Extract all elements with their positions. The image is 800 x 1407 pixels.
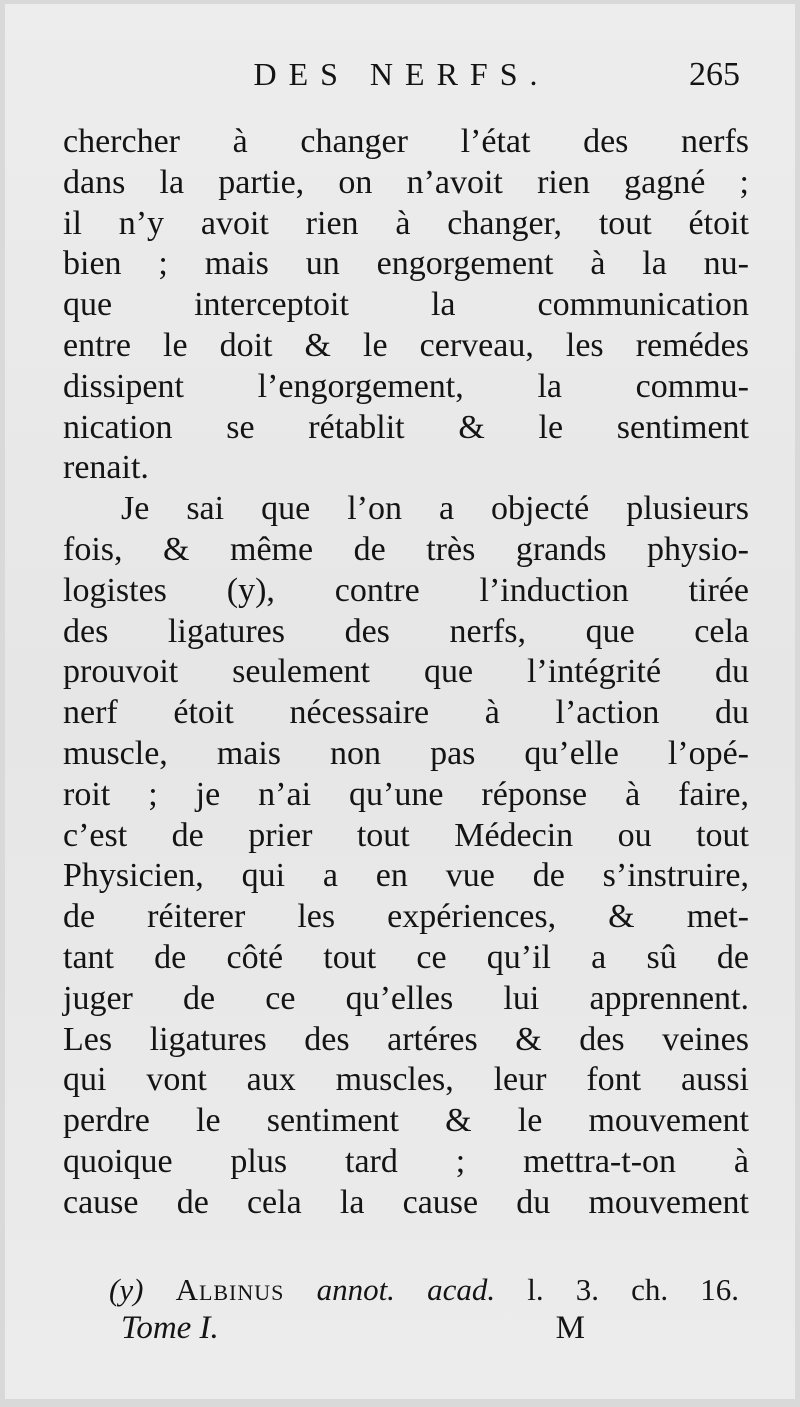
- text-line: dissipent l’engorgement, la commu-: [63, 367, 749, 405]
- text-line: il n’y avoit rien à changer, tout étoit: [63, 204, 749, 242]
- text-line: logistes (y), contre l’induction tirée: [63, 571, 749, 609]
- text-line: juger de ce qu’elles lui apprennent.: [63, 979, 749, 1017]
- text-line: entre le doit & le cerveau, les remédes: [63, 326, 749, 364]
- text-line: prouvoit seulement que l’intégrité du: [63, 653, 749, 691]
- text-line: quoique plus tard ; mettra-t-on à: [63, 1142, 749, 1180]
- footnote-marker: (y): [109, 1272, 144, 1307]
- page-footer: [121, 1310, 585, 1347]
- footnote-reference: l. 3. ch. 16.: [527, 1272, 740, 1307]
- signature-mark: M: [555, 1310, 585, 1346]
- text-line: renait.: [63, 449, 149, 487]
- text-line: c’est de prier tout Médecin ou tout: [63, 816, 749, 854]
- text-line: roit ; je n’ai qu’une réponse à faire,: [63, 775, 749, 813]
- footnote-author: Albinus: [175, 1272, 285, 1307]
- text-line: Les ligatures des artéres & des veines: [63, 1020, 749, 1058]
- footnote: [109, 1272, 739, 1308]
- page-number: 265: [689, 56, 740, 93]
- text-line: muscle, mais non pas qu’elle l’opé-: [63, 734, 749, 772]
- text-line: des ligatures des nerfs, que cela: [63, 612, 749, 650]
- text-line: fois, & même de très grands physio-: [63, 530, 749, 568]
- page-header: [63, 56, 740, 104]
- text-line: dans la partie, on n’avoit rien gagné ;: [63, 163, 749, 201]
- text-line: Physicien, qui a en vue de s’instruire,: [63, 857, 749, 895]
- book-page: [5, 4, 795, 1399]
- text-line: tant de côté tout ce qu’il a sû de: [63, 938, 749, 976]
- text-line: nication se rétablit & le sentiment: [63, 408, 749, 446]
- body-text: [63, 122, 749, 1224]
- running-title: DES NERFS.: [253, 56, 550, 92]
- volume-label: Tome I.: [121, 1310, 219, 1346]
- text-line: perdre le sentiment & le mouvement: [63, 1102, 749, 1140]
- text-line: bien ; mais un engorgement à la nu-: [63, 245, 749, 283]
- text-line: de réiterer les expériences, & met-: [63, 898, 749, 936]
- text-line: que interceptoit la communication: [63, 286, 749, 324]
- text-line: nerf étoit nécessaire à l’action du: [63, 694, 749, 732]
- footnote-work: annot. acad.: [316, 1272, 496, 1307]
- text-line: qui vont aux muscles, leur font aussi: [63, 1061, 749, 1099]
- paragraph-start-line: Je sai que l’on a objecté plusieurs: [121, 490, 749, 528]
- text-line: chercher à changer l’état des nerfs: [63, 123, 749, 160]
- text-line: cause de cela la cause du mouvement: [63, 1183, 749, 1221]
